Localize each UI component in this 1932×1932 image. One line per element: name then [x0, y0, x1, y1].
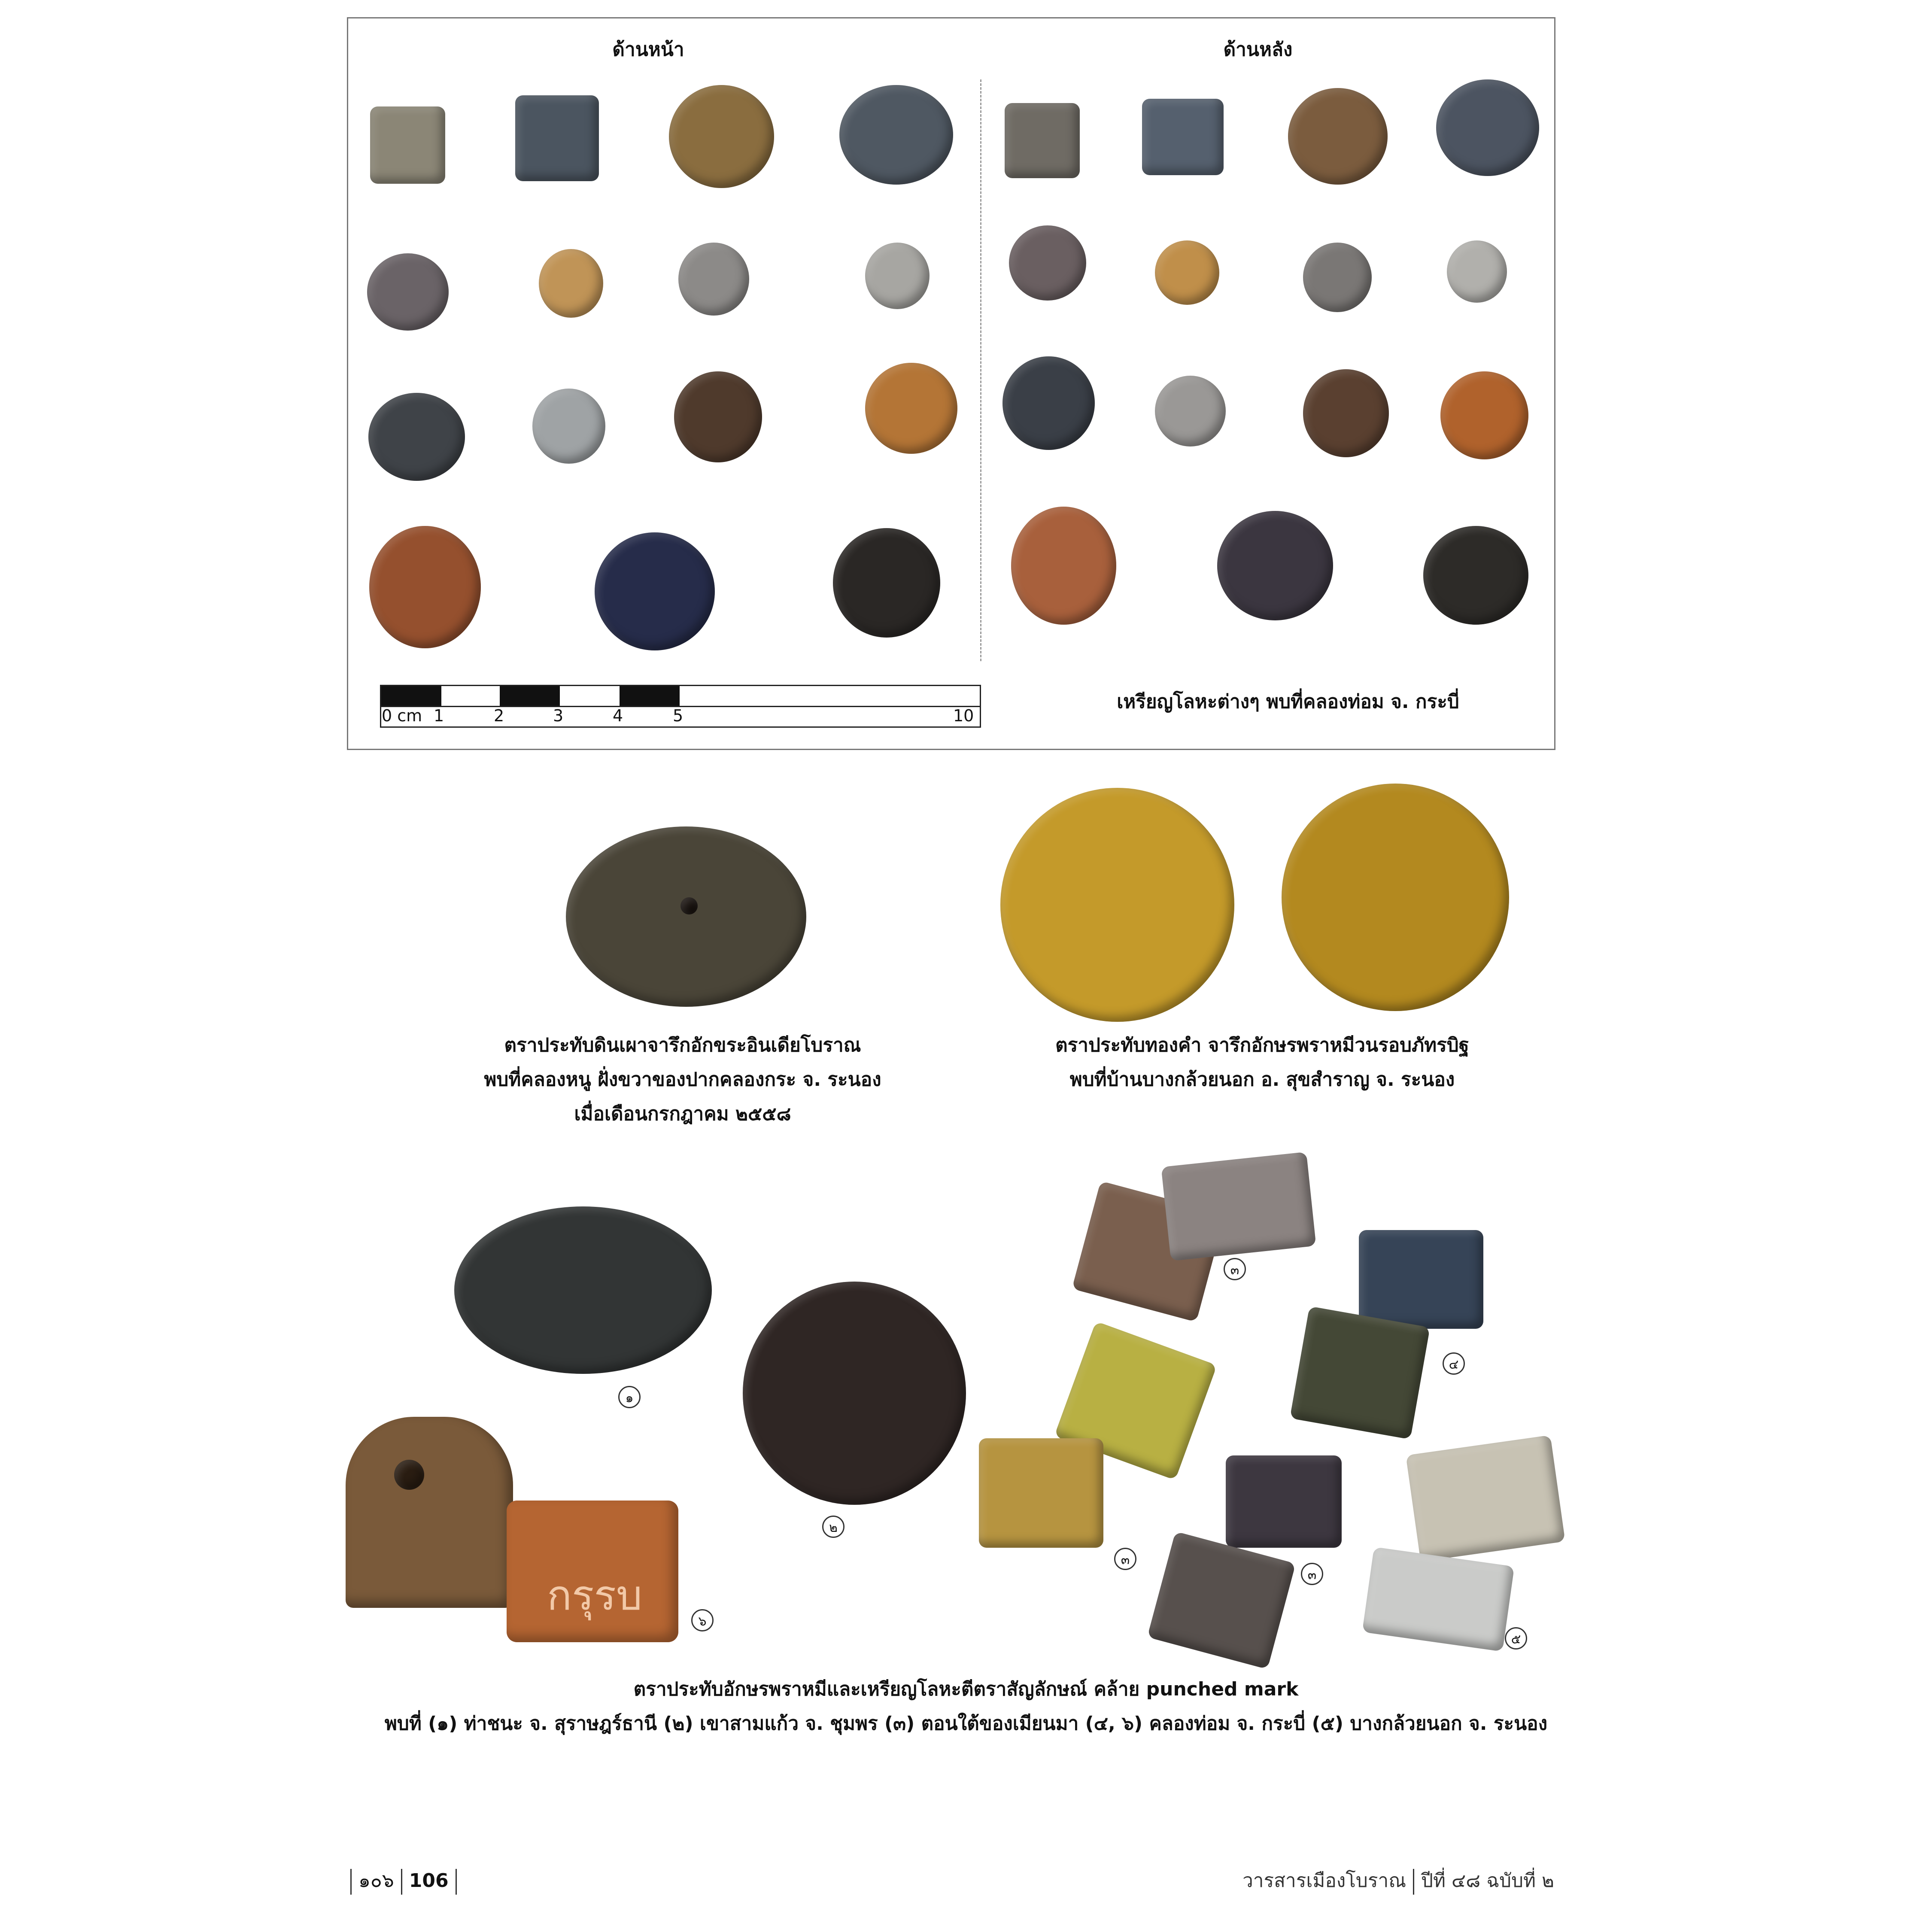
coin-photo: [669, 85, 774, 188]
coin-photo: [1142, 99, 1224, 175]
coin-photo: [1011, 507, 1116, 625]
label-three: ๓: [1224, 1258, 1246, 1280]
back-heading: ด้านหลัง: [1223, 39, 1293, 61]
caption-line: พบที่คลองหนู ฝั่งขวาของปากคลองกระ จ. ระนอง: [484, 1069, 881, 1091]
caption-line: พบที่บ้านบางกล้วยนอก อ. สุขสำราญ จ. ระนอง: [1069, 1069, 1455, 1091]
coin-photo: [1155, 376, 1226, 447]
coin-photo: [1423, 526, 1528, 625]
scale-tick-label: 5: [673, 706, 683, 725]
punch-mark-coin: [1406, 1435, 1565, 1562]
footer-divider: [1413, 1869, 1414, 1895]
coin-photo: [367, 253, 449, 331]
page-number: [343, 1865, 464, 1896]
coin-photo: [1288, 88, 1388, 185]
coin-photo: [833, 528, 940, 638]
scale-bar: [380, 685, 981, 732]
seal-block-inscription: กรุรบ: [547, 1571, 643, 1619]
coin-photo: [1303, 369, 1389, 457]
coin-photo: [674, 371, 762, 462]
caption-line: พบที่ (๑) ท่าชนะ จ. สุราษฎร์ธานี (๒) เขาสามแก้ว จ. ชุมพร (๓) ตอนใต้ของเมียนมา (๔, ๖) คลองท่อม จ. กระบี่ (๕) บางกล้วยนอก จ. ระนอง: [384, 1713, 1548, 1735]
caption-line: ตราประทับทองคำ จารึกอักษรพราหมีวนรอบภัทรบิฐ: [1055, 1034, 1469, 1056]
punch-mark-coin: [1290, 1306, 1430, 1439]
coin-photo: [369, 526, 481, 648]
scale-tick-label: 2: [494, 706, 504, 725]
weight-hole: [394, 1460, 424, 1490]
punch-mark-coin: [1362, 1547, 1515, 1652]
scale-tick-label: 3: [553, 706, 564, 725]
label-five: ๕: [1505, 1627, 1527, 1649]
journal-title: วารสารเมืองโบราณ: [1242, 1870, 1406, 1892]
journal-info: [1242, 1865, 1554, 1896]
clay-seal-caption: [429, 1028, 936, 1131]
caption-line: ตราประทับอักษรพราหมีและเหรียญโลหะตีตราสัญลักษณ์ คล้าย punched mark: [633, 1678, 1299, 1700]
lower-caption: [343, 1672, 1589, 1741]
coin-photo: [1440, 371, 1528, 459]
scale-tick-label: 1: [434, 706, 444, 725]
punch-mark-coin: [1147, 1531, 1296, 1669]
coin-photo: [539, 249, 603, 318]
gold-seal-front-photo: [1000, 788, 1234, 1022]
journal-issue: ปีที่ ๔๘ ฉบับที่ ๒: [1421, 1870, 1554, 1892]
clay-seal-photo: [566, 826, 806, 1007]
coin-photo: [532, 389, 605, 464]
gold-seal-back-photo: [1282, 784, 1509, 1011]
label-one: ๑: [618, 1386, 641, 1408]
coin-photo: [839, 85, 953, 185]
coin-photo: [1155, 240, 1219, 305]
punch-mark-coin: [1226, 1455, 1342, 1548]
page-number-arabic: 106: [409, 1870, 449, 1892]
front-back-divider: [980, 79, 981, 661]
punch-mark-coin: [1359, 1230, 1483, 1329]
front-heading: ด้านหน้า: [612, 39, 684, 61]
coin-photo: [1002, 356, 1095, 450]
coin-photo: [678, 243, 749, 316]
coin-photo: [865, 243, 930, 309]
coin-photo: [1005, 103, 1080, 178]
footer-divider: [456, 1869, 457, 1895]
label-three: ๓: [1301, 1563, 1323, 1585]
bronze-coin-photo: [743, 1282, 966, 1505]
coin-photo: [1217, 511, 1333, 620]
page-number-thai: ๑๐๖: [358, 1870, 394, 1892]
coin-photo: [1303, 243, 1372, 312]
scale-tick-label: 0 cm: [382, 706, 422, 725]
label-three: ๓: [1114, 1548, 1136, 1570]
punch-mark-coin: [1161, 1152, 1316, 1261]
seal-hole: [680, 897, 698, 914]
coin-photo: [1009, 225, 1086, 301]
caption-line: ตราประทับดินเผาจารึกอักขระอินเดียโบราณ: [504, 1034, 861, 1056]
scale-tick-label: 4: [613, 706, 623, 725]
punch-mark-coin: [979, 1438, 1103, 1548]
coin-photo: [595, 532, 715, 650]
caption-line: เมื่อเดือนกรกฎาคม ๒๕๕๘: [574, 1103, 791, 1125]
scale-tick-label: 10: [953, 706, 974, 725]
coin-photo: [865, 363, 957, 454]
coin-photo: [368, 393, 465, 481]
footer-divider: [401, 1869, 402, 1895]
coin-photo: [1436, 79, 1539, 176]
plate-caption: เหรียญโลหะต่างๆ พบที่คลองท่อม จ. กระบี่: [1117, 691, 1459, 713]
coin-photo: [370, 106, 445, 184]
label-two: ๒: [822, 1516, 844, 1538]
coin-photo: [515, 95, 599, 181]
stone-seal-photo: [454, 1206, 712, 1374]
gold-seal-caption: [1009, 1028, 1516, 1097]
coin-photo: [1447, 240, 1507, 303]
stone-weight-photo: [346, 1417, 513, 1608]
footer-divider: [350, 1869, 352, 1895]
label-four: ๔: [1443, 1352, 1465, 1375]
label-six: ๖: [691, 1609, 714, 1631]
